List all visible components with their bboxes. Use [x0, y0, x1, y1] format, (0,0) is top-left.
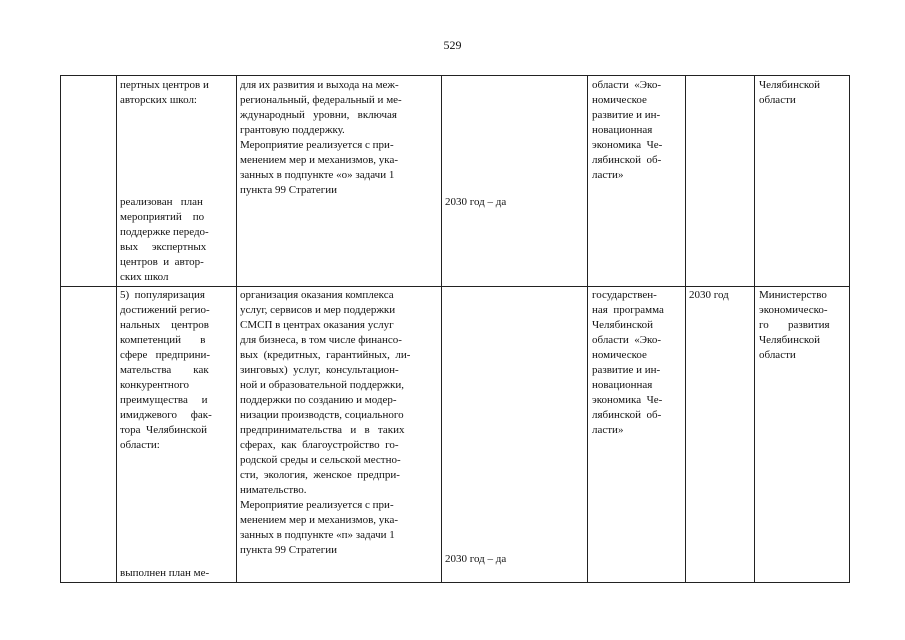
row1-indicator: реализован план мероприятий по поддержке передо- вых экспертных центров и автор- ских школ [120, 196, 209, 283]
row1-event-name: пертных центров и авторских школ: [120, 79, 209, 106]
row1-description: для их развития и выхода на меж- региональный, федеральный и ме- ждународный уровни, включая грантовую поддержку. Мероприятие реализуется с при- менением мер и механизмов, ука- занных в подпункте «о» задачи 1 пункта 99 Стратегии [240, 79, 402, 196]
row2-responsible: Министерство экономическо- го развития Челябинской области [759, 289, 830, 361]
row2-description: организация оказания комплекса услуг, сервисов и мер поддержки СМСП в центрах оказания услуг для бизнеса, в том числе финансо- вых (кредитных, гарантийных, ли- зинговых) услуг, консультацион- ной и образовательной поддержки, поддержки по созданию и модер- низации производств, социального предпринимательства и в таких сферах, как благоустройство го- родской среды и сельской местно- сти, экология, женское предпри- нимательство. Мероприятие реализуется с при- менением мер и механизмов, ука- занных в подпункте «п» задачи 1 пункта 99 Стратегии [240, 289, 411, 556]
row1-responsible: Челябинской области [759, 79, 821, 106]
row2-deadline: 2030 год [689, 289, 729, 301]
row2-event-name: 5) популяризация достижений регио- нальных центров компетенций в сфере предприни- мательства как конкурентного преимущества и имиджевого фак- тора Челябинской области: [120, 289, 212, 451]
row2-program: государствен- ная программа Челябинской области «Эко- номическое развитие и ин- новационная экономика Че- лябинской об- ласти» [592, 289, 664, 436]
row1-target: 2030 год – да [445, 196, 507, 208]
row2-target: 2030 год – да [445, 553, 507, 565]
row2-indicator: выполнен план ме- [120, 567, 210, 579]
row1-program: области «Эко- номическое развитие и ин- новационная экономика Че- лябинской об- ласти» [592, 79, 663, 181]
page-number: 529 [443, 38, 462, 52]
